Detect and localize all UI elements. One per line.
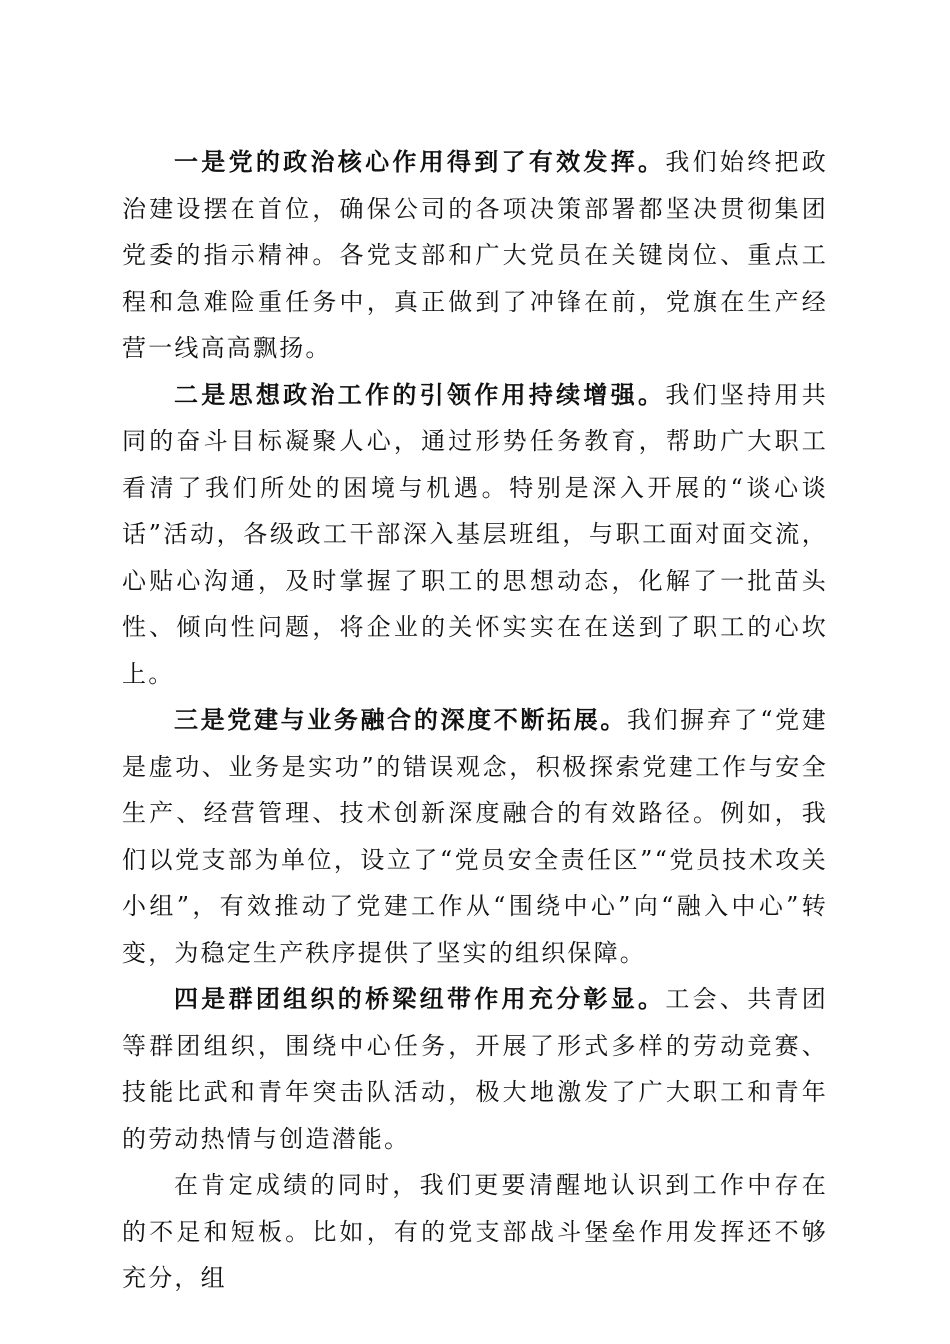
paragraph-shortcomings xyxy=(122,1162,828,1302)
paragraph-text: 在肯定成绩的同时，我们更要清醒地认识到工作中存在的不足和短板。比如，有的党支部战斗堡垒作用发挥还不够充分，组 xyxy=(122,1171,828,1292)
paragraph-text: 我们摒弃了“党建是虚功、业务是实功”的错误观念，积极探索党建工作与安全生产、经营管理、技术创新深度融合的有效路径。例如，我们以党支部为单位，设立了“党员安全责任区”“党员技术攻关小组”，有效推动了党建工作从“围绕中心”向“融入中心”转变，为稳定生产秩序提供了坚实的组织保障。 xyxy=(122,706,828,967)
paragraph-mass-organizations xyxy=(122,976,828,1162)
paragraph-heading: 三是党建与业务融合的深度不断拓展。 xyxy=(174,705,627,734)
paragraph-text: 我们坚持用共同的奋斗目标凝聚人心，通过形势任务教育，帮助广大职工看清了我们所处的困境与机遇。特别是深入开展的“谈心谈话”活动，各级政工干部深入基层班组，与职工面对面交流，心贴心沟通，及时掌握了职工的思想动态，化解了一批苗头性、倾向性问题，将企业的关怀实实在在送到了职工的心坎上。 xyxy=(122,380,828,688)
paragraph-political-core xyxy=(122,139,828,372)
paragraph-ideological-work xyxy=(122,372,828,698)
paragraph-heading: 一是党的政治核心作用得到了有效发挥。 xyxy=(174,147,666,176)
paragraph-text: 工会、共青团等群团组织，围绕中心任务，开展了形式多样的劳动竞赛、技能比武和青年突击队活动，极大地激发了广大职工和青年的劳动热情与创造潜能。 xyxy=(122,985,828,1153)
document-body xyxy=(122,139,828,1302)
paragraph-text: 我们始终把政治建设摆在首位，确保公司的各项决策部署都坚决贯彻集团党委的指示精神。各党支部和广大党员在关键岗位、重点工程和急难险重任务中，真正做到了冲锋在前，党旗在生产经营一线高高飘扬。 xyxy=(122,148,828,362)
paragraph-heading: 四是群团组织的桥梁纽带作用充分彰显。 xyxy=(174,984,666,1013)
paragraph-party-business-integration xyxy=(122,697,828,976)
paragraph-heading: 二是思想政治工作的引领作用持续增强。 xyxy=(174,379,666,409)
